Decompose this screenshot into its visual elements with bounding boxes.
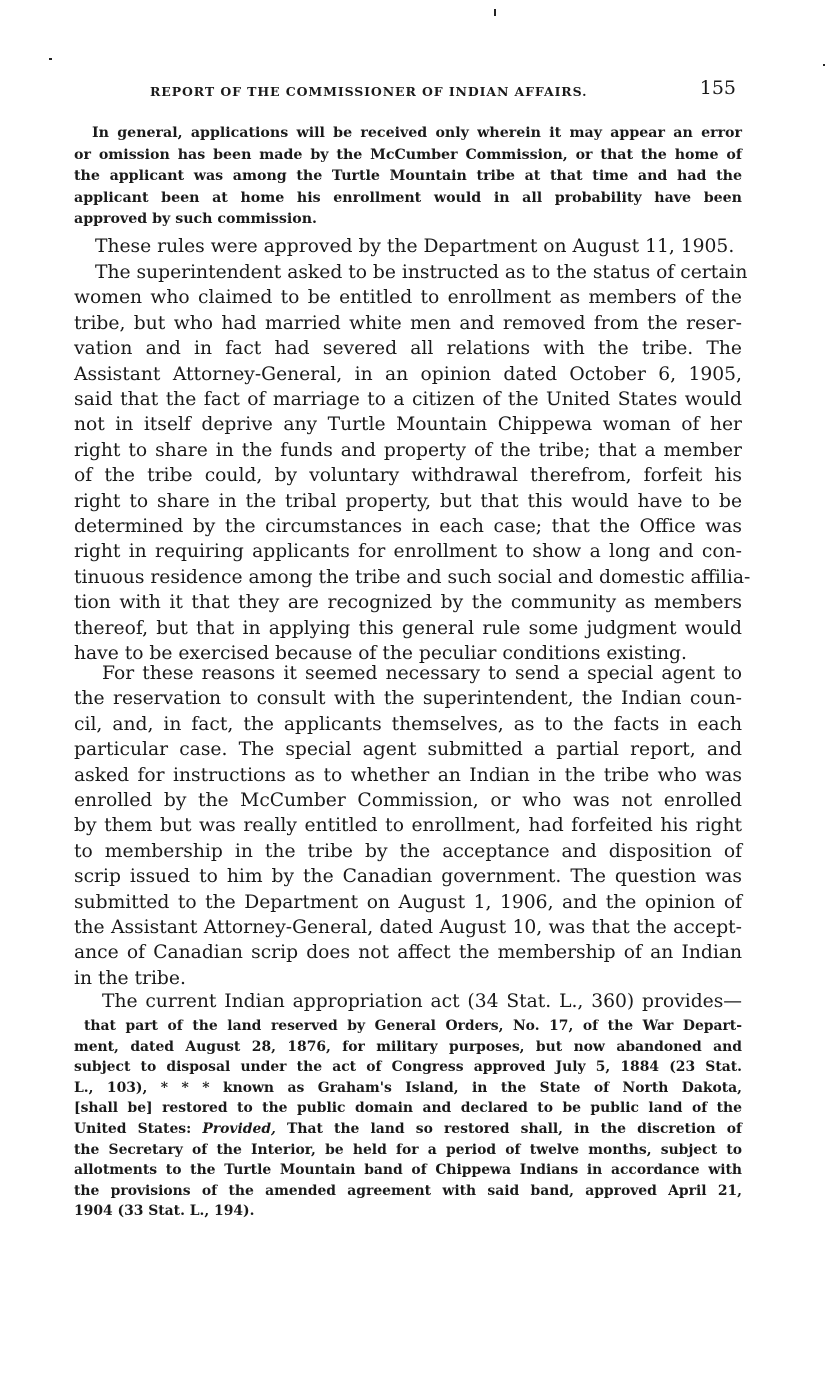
- text-line: by them but was really entitled to enrollment, had forfeited his right: [74, 815, 742, 837]
- page-number: 155: [699, 77, 736, 99]
- text-line: thereof, but that in applying this general rule some judgment would: [74, 617, 742, 639]
- text-line: vation and in fact had severed all relations with the tribe. The: [74, 338, 742, 360]
- intro-paragraph: [74, 123, 742, 231]
- text-line: women who claimed to be entitled to enrollment as members of the: [74, 287, 742, 309]
- italic-provided: Provided,: [202, 1120, 276, 1137]
- text-line: particular case. The special agent submitted a partial report, and: [74, 739, 742, 761]
- text-line: not in itself deprive any Turtle Mountain Chippewa woman of her: [74, 414, 742, 436]
- text-line: said that the fact of marriage to a citizen of the United States would: [74, 389, 742, 411]
- text-line: ment, dated August 28, 1876, for military purposes, but now abandoned and: [74, 1038, 742, 1055]
- text-line: [shall be] restored to the public domain and declared to be public land of the: [74, 1100, 742, 1117]
- text-line: tinuous residence among the tribe and such social and domestic affilia-: [74, 566, 751, 588]
- text-line: the provisions of the amended agreement with said band, approved April 21,: [74, 1182, 742, 1199]
- paragraph-superintendent: [74, 260, 751, 667]
- scan-speck: [49, 58, 52, 60]
- text-line: of the tribe could, by voluntary withdrawal therefrom, forfeit his: [74, 465, 742, 487]
- text-line: or omission has been made by the McCumber Commission, or that the home of: [74, 146, 742, 163]
- text-line: allotments to the Turtle Mountain band of Chippewa Indians in accordance with: [74, 1162, 742, 1179]
- text-line-provided: [74, 1119, 742, 1140]
- scan-speck: [494, 9, 496, 16]
- text-line: determined by the circumstances in each case; that the Office was: [74, 516, 742, 538]
- text-line: In general, applications will be received only wherein it may appear an error: [92, 125, 742, 141]
- text-line: cil, and, in fact, the applicants themselves, as to the facts in each: [74, 713, 742, 735]
- text-line: The superintendent asked to be instructed as to the status of certain: [95, 262, 748, 283]
- text-line: submitted to the Department on August 1, 1906, and the opinion of: [74, 891, 742, 913]
- page-header: [150, 77, 740, 103]
- text-line: to membership in the tribe by the acceptance and disposition of: [74, 840, 742, 862]
- text-line: The current Indian appropriation act (34 Stat. L., 360) provides—: [102, 991, 742, 1012]
- text-line: L., 103), * * * known as Graham's Island, in the State of North Dakota,: [74, 1079, 742, 1096]
- text-line: enrolled by the McCumber Commission, or who was not enrolled: [74, 790, 742, 812]
- text-line: asked for instructions as to whether an Indian in the tribe who was: [74, 764, 742, 786]
- text-run: United States:: [74, 1120, 203, 1137]
- text-line: 1904 (33 Stat. L., 194).: [74, 1203, 255, 1220]
- text-line: tion with it that they are recognized by the community as members: [74, 592, 742, 614]
- text-line: the reservation to consult with the superintendent, the Indian coun-: [74, 688, 742, 710]
- text-line: scrip issued to him by the Canadian government. The question was: [74, 866, 742, 888]
- text-line: have to be exercised because of the peculiar conditions existing.: [74, 643, 687, 665]
- text-line: right to share in the funds and property of the tribe; that a member: [74, 439, 742, 461]
- text-line: These rules were approved by the Department on August 11, 1905.: [95, 236, 735, 257]
- running-head: REPORT OF THE COMMISSIONER OF INDIAN AFFAIRS.: [150, 84, 588, 99]
- scan-speck: [823, 64, 825, 66]
- paragraph-appropriation-act: [74, 989, 742, 1014]
- text-line: For these reasons it seemed necessary to send a special agent to: [102, 663, 742, 684]
- text-line: the Secretary of the Interior, be held for a period of twelve months, subject to: [74, 1141, 742, 1158]
- text-line: ance of Canadian scrip does not affect the membership of an Indian: [74, 942, 742, 964]
- text-run: That the land so restored shall, in the discretion of: [275, 1120, 743, 1137]
- quoted-statute: [74, 1016, 742, 1222]
- text-line: right to share in the tribal property, but that this would have to be: [74, 490, 742, 512]
- paragraph-rules-approved: [74, 234, 742, 259]
- text-line: the Assistant Attorney-General, dated August 10, was that the accept-: [74, 917, 742, 939]
- text-line: tribe, but who had married white men and removed from the reser-: [74, 312, 742, 334]
- text-line: that part of the land reserved by General Orders, No. 17, of the War Depart-: [84, 1018, 742, 1034]
- paragraph-special-agent: [74, 661, 742, 991]
- text-line: in the tribe.: [74, 967, 186, 989]
- text-line: right in requiring applicants for enrollment to show a long and con-: [74, 541, 742, 563]
- text-line: the applicant was among the Turtle Mountain tribe at that time and had the: [74, 168, 742, 184]
- text-line: Assistant Attorney-General, in an opinion dated October 6, 1905,: [74, 363, 742, 385]
- text-line: subject to disposal under the act of Congress approved July 5, 1884 (23 Stat.: [74, 1059, 742, 1076]
- text-line: approved by such commission.: [74, 211, 317, 227]
- text-line: applicant been at home his enrollment would in all probability have been: [74, 189, 742, 206]
